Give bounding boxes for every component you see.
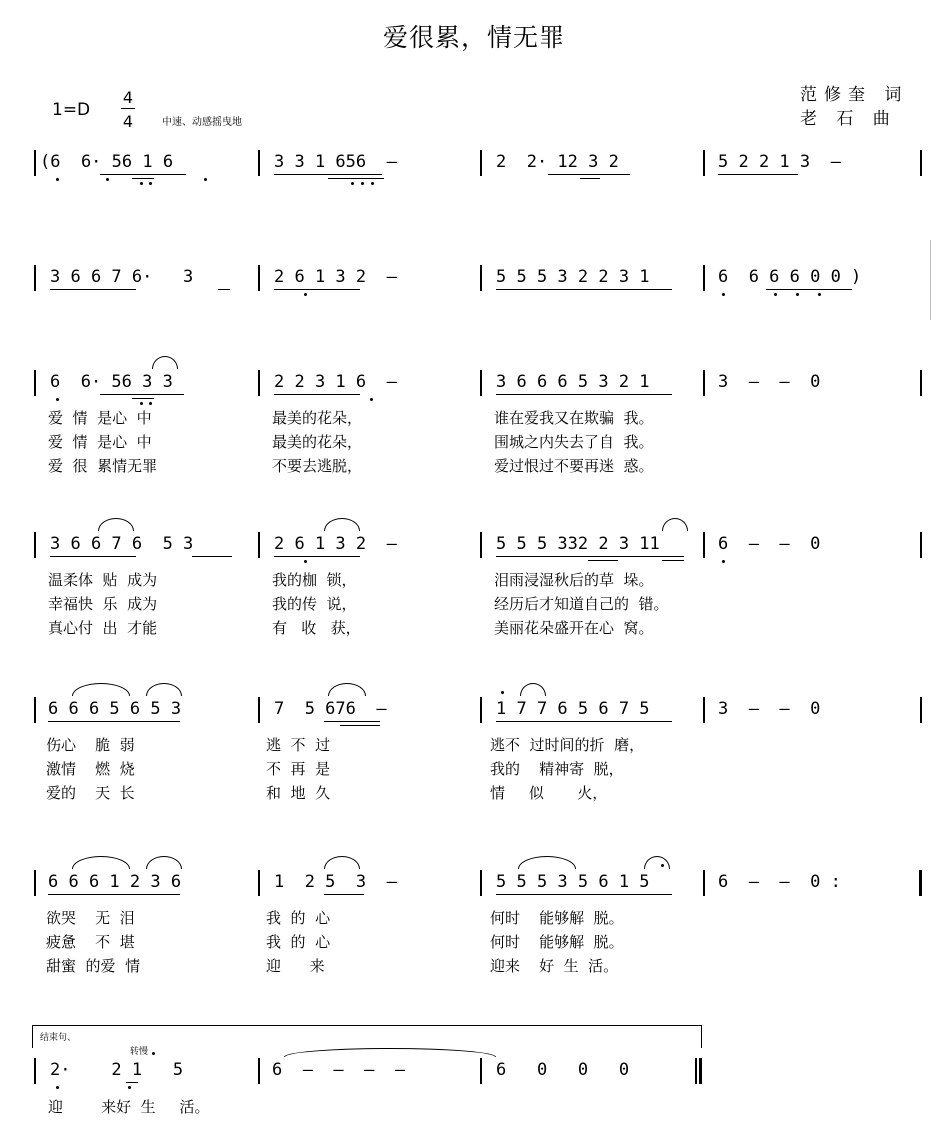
lyric-r4-v3-b: 有 收 获， xyxy=(272,619,361,637)
measure: 2 2 3 1 6 – xyxy=(274,372,397,392)
time-signature-bottom: 4 xyxy=(122,112,134,131)
measure: 6 6 6 6 0 0 ) xyxy=(718,267,862,287)
lyric-r6-v1-a: 欲哭 无 泪 xyxy=(46,909,135,927)
measure: 3 – – 0 xyxy=(718,372,821,392)
slur xyxy=(146,856,182,869)
lyricist-credit: 范修奎 词 xyxy=(800,85,909,105)
song-title: 爱很累，情无罪 xyxy=(382,23,565,52)
low-octave-dot xyxy=(818,293,821,296)
beam xyxy=(50,556,136,557)
lyric-r5-v3-a: 爱的 天 长 xyxy=(46,784,135,802)
slur xyxy=(152,356,178,369)
lyric-r3-v1-a: 爱 情 是心 中 xyxy=(48,409,152,427)
measure: 3 3 1 656 – xyxy=(274,152,397,172)
lyric-r5-v2-b: 不 再 是 xyxy=(266,760,331,778)
low-octave-dot xyxy=(204,178,207,181)
slur xyxy=(520,683,546,696)
beam xyxy=(496,556,684,557)
measure: 7 5 676 – xyxy=(274,699,387,719)
measure: 2 6 1 3 2 – xyxy=(274,534,397,554)
lyric-r5-v3-b: 和 地 久 xyxy=(266,784,331,802)
lyric-r3-v2-c: 围城之内失去了自 我。 xyxy=(494,433,654,451)
low-octave-dot xyxy=(304,293,307,296)
slur xyxy=(662,518,688,531)
high-octave-dot xyxy=(501,691,504,694)
lyric-r4-v2-b: 我的传 说， xyxy=(272,595,357,613)
barline xyxy=(703,370,705,396)
barline xyxy=(34,265,36,291)
measure: 6 0 0 0 xyxy=(496,1060,630,1080)
barline xyxy=(34,150,36,176)
beam xyxy=(192,556,232,557)
lyric-r6-v3-a: 甜蜜 的爱 情 xyxy=(46,957,141,975)
measure: 6 6· 56 3 3 xyxy=(50,372,173,392)
barline xyxy=(703,150,705,176)
measure: 3 6 6 7 6 5 3 xyxy=(50,534,194,554)
barline xyxy=(703,532,705,558)
measure: 1 2 5 3 – xyxy=(274,872,397,892)
slur xyxy=(324,856,360,869)
lyric-r4-v3-c: 美丽花朵盛开在心 窝。 xyxy=(494,619,654,637)
beam xyxy=(274,556,360,557)
composer-credit: 老 石 曲 xyxy=(800,109,897,129)
lyric-r5-v1-a: 伤心 脆 弱 xyxy=(46,736,135,754)
barline xyxy=(920,370,922,396)
lyric-r3-v3-a: 爱 很 累情无罪 xyxy=(48,457,158,475)
lyric-r3-v3-c: 爱过恨过不要再迷 惑。 xyxy=(494,457,654,475)
low-octave-dot xyxy=(722,293,725,296)
lyric-r6-v3-b: 迎 来 xyxy=(266,957,325,975)
low-octave-dot xyxy=(796,293,799,296)
beam xyxy=(324,894,364,895)
measure: 3 6 6 6 5 3 2 1 xyxy=(496,372,650,392)
slur xyxy=(644,856,670,869)
beam xyxy=(274,394,360,395)
barline xyxy=(695,1058,697,1084)
beam xyxy=(328,178,384,179)
barline xyxy=(480,697,482,723)
staff-row-2 xyxy=(28,265,928,305)
barline xyxy=(703,265,705,291)
key-signature: 1=D xyxy=(52,100,91,120)
lyric-r5-v1-c: 逃不 过时间的折 磨， xyxy=(490,736,645,754)
beam xyxy=(324,721,380,722)
barline xyxy=(480,1058,482,1084)
lyric-r6-v1-b: 我 的 心 xyxy=(266,909,331,927)
beam xyxy=(718,174,798,175)
barline xyxy=(920,532,922,558)
beam xyxy=(662,560,684,561)
barline xyxy=(34,1058,36,1084)
lyric-r5-v2-a: 激情 燃 烧 xyxy=(46,760,135,778)
barline xyxy=(34,697,36,723)
slur xyxy=(328,683,366,696)
low-octave-dot xyxy=(128,1086,131,1089)
lyric-r5-v2-c: 我的 精神寄 脱， xyxy=(490,760,624,778)
slur xyxy=(518,856,576,869)
measure: 2 2· 12 3 2 xyxy=(496,152,619,172)
low-octave-dot xyxy=(304,560,307,563)
lyric-r4-v2-a: 幸福快 乐 成为 xyxy=(48,595,158,613)
barline xyxy=(258,870,260,896)
lyric-r6-v2-a: 疲惫 不 堪 xyxy=(46,933,135,951)
beam xyxy=(496,721,672,722)
beam xyxy=(100,174,186,175)
lyric-r5-v3-c: 情 似 火， xyxy=(490,784,608,802)
staff-row-6 xyxy=(28,870,928,910)
barline xyxy=(34,870,36,896)
staff-ending xyxy=(28,1058,928,1098)
barline xyxy=(258,265,260,291)
measure: 6 6 6 5 6 5 3 xyxy=(48,699,182,719)
beam xyxy=(100,394,184,395)
beam xyxy=(132,398,154,399)
lyric-r3-v2-a: 爱 情 是心 中 xyxy=(48,433,152,451)
beam xyxy=(126,1082,138,1083)
barline xyxy=(703,697,705,723)
slur xyxy=(72,856,130,869)
slur xyxy=(72,683,130,696)
ending-label: 结束句、 xyxy=(40,1033,77,1043)
staff-row-1 xyxy=(28,150,928,190)
low-octave-dot xyxy=(371,182,374,185)
lyric-r6-v1-c: 何时 能够解 脱。 xyxy=(490,909,624,927)
beam xyxy=(340,725,380,726)
low-octave-dot xyxy=(149,402,152,405)
barline xyxy=(34,532,36,558)
measure: 6 – – 0 : xyxy=(718,872,841,892)
measure: 6 – – – – xyxy=(272,1060,406,1080)
measure: (6 6· 56 1 6 xyxy=(40,152,174,172)
low-octave-dot xyxy=(140,182,143,185)
measure: 6 6 6 1 2 3 6 xyxy=(48,872,182,892)
lyric-r3-v2-b: 最美的花朵， xyxy=(272,433,363,451)
beam xyxy=(48,721,180,722)
measure: 2· 2 1 5 xyxy=(50,1060,184,1080)
barline xyxy=(34,370,36,396)
barline xyxy=(480,532,482,558)
lyric-r4-v3-a: 真心付 出 才能 xyxy=(48,619,158,637)
beam xyxy=(274,289,360,290)
low-octave-dot xyxy=(106,178,109,181)
lyric-r6-v3-c: 迎来 好 生 活。 xyxy=(490,957,619,975)
barline xyxy=(480,150,482,176)
beam xyxy=(496,894,672,895)
ritardando-marking: 转慢 xyxy=(130,1047,149,1057)
slur xyxy=(98,518,134,531)
tie xyxy=(284,1048,496,1057)
low-octave-dot xyxy=(722,560,725,563)
low-octave-dot xyxy=(774,293,777,296)
barline xyxy=(920,150,922,176)
beam xyxy=(132,178,154,179)
lyric-ending: 迎 来好 生 活。 xyxy=(48,1098,210,1116)
final-barline xyxy=(699,1058,702,1084)
measure: 1 7 7 6 5 6 7 5 xyxy=(496,699,650,719)
low-octave-dot xyxy=(351,182,354,185)
measure: 3 6 6 7 6· 3 xyxy=(50,267,194,287)
high-octave-dot xyxy=(661,864,664,867)
low-octave-dot xyxy=(56,178,59,181)
low-octave-dot xyxy=(370,398,373,401)
lyric-r4-v1-a: 温柔体 贴 成为 xyxy=(48,571,158,589)
time-signature-line xyxy=(121,108,135,109)
slur xyxy=(146,683,182,696)
lyric-r4-v1-b: 我的枷 锁， xyxy=(272,571,357,589)
lyric-r4-v2-c: 经历后才知道自己的 错。 xyxy=(494,595,669,613)
measure: 6 – – 0 xyxy=(718,534,821,554)
beam xyxy=(580,178,600,179)
staff-row-4 xyxy=(28,532,928,572)
beam xyxy=(548,174,630,175)
barline xyxy=(480,370,482,396)
beam xyxy=(766,289,852,290)
barline xyxy=(480,870,482,896)
barline xyxy=(480,265,482,291)
beam xyxy=(218,289,230,290)
staff-row-5 xyxy=(28,697,928,737)
barline xyxy=(258,1058,260,1084)
barline xyxy=(920,697,922,723)
measure: 5 5 5 332 2 3 11 xyxy=(496,534,660,554)
barline xyxy=(258,697,260,723)
slur xyxy=(324,518,360,531)
lyric-r3-v1-b: 最美的花朵， xyxy=(272,409,363,427)
lyric-r6-v2-b: 我 的 心 xyxy=(266,933,331,951)
beam xyxy=(50,289,136,290)
lyric-r4-v1-c: 泪雨浸湿秋后的草 垛。 xyxy=(494,571,654,589)
measure: 5 5 5 3 5 6 1 5 xyxy=(496,872,650,892)
beam xyxy=(496,394,672,395)
lyric-r5-v1-b: 逃 不 过 xyxy=(266,736,331,754)
tempo-marking: 中速、动感摇曳地 xyxy=(162,117,242,128)
barline xyxy=(258,370,260,396)
lyric-r3-v3-b: 不要去逃脱， xyxy=(272,457,363,475)
barline xyxy=(703,870,705,896)
page-edge-line xyxy=(930,240,931,320)
measure: 5 2 2 1 3 – xyxy=(718,152,841,172)
measure: 5 5 5 3 2 2 3 1 xyxy=(496,267,650,287)
barline xyxy=(258,532,260,558)
beam xyxy=(496,289,672,290)
time-signature-top: 4 xyxy=(122,88,134,107)
barline xyxy=(258,150,260,176)
low-octave-dot xyxy=(361,182,364,185)
lyric-r6-v2-c: 何时 能够解 脱。 xyxy=(490,933,624,951)
high-octave-dot xyxy=(152,1052,155,1055)
beam xyxy=(48,894,180,895)
measure: 3 – – 0 xyxy=(718,699,821,719)
measure: 2 6 1 3 2 – xyxy=(274,267,397,287)
beam xyxy=(588,560,618,561)
low-octave-dot xyxy=(140,402,143,405)
staff-row-3 xyxy=(28,370,928,410)
low-octave-dot xyxy=(56,1086,59,1089)
repeat-barline xyxy=(919,870,922,896)
lyric-r3-v1-c: 谁在爱我又在欺骗 我。 xyxy=(494,409,654,427)
beam xyxy=(274,174,382,175)
low-octave-dot xyxy=(56,398,59,401)
low-octave-dot xyxy=(149,182,152,185)
